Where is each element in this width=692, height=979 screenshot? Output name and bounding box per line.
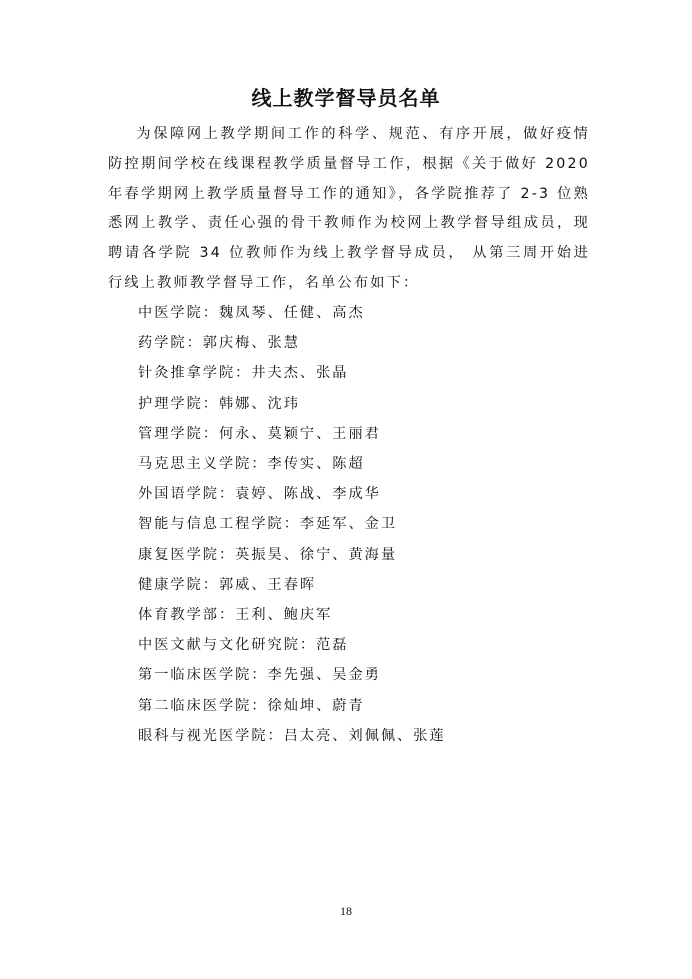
list-item: 中医文献与文化研究院：范磊 [138, 637, 349, 654]
list-item: 外国语学院：袁婷、陈战、李成华 [138, 486, 381, 503]
list-item: 护理学院：韩娜、沈玮 [138, 395, 300, 412]
list-item: 中医学院：魏凤琴、任健、高杰 [138, 305, 365, 321]
supervisor-list [138, 298, 446, 751]
list-item: 智能与信息工程学院：李延军、金卫 [138, 516, 398, 533]
list-item: 第二临床医学院：徐灿坤、蔚青 [138, 697, 365, 714]
list-item: 体育教学部：王利、鲍庆军 [138, 607, 333, 624]
list-item: 第一临床医学院：李先强、吴金勇 [138, 667, 381, 684]
list-item: 健康学院：郭威、王春晖 [138, 576, 317, 593]
list-item: 针灸推拿学院：井夫杰、张晶 [138, 365, 349, 382]
list-item: 康复医学院：英振昊、徐宁、黄海量 [138, 546, 398, 563]
list-item: 马克思主义学院：李传实、陈超 [138, 456, 365, 473]
list-item: 药学院：郭庆梅、张慧 [138, 335, 300, 352]
page-number: 18 [340, 904, 352, 918]
intro-paragraph: 为保障网上教学期间工作的科学、规范、有序开展，做好疫情防控期间学校在线课程教学质量督导工作，根据《关于做好 2020 年春学期网上教学质量督导工作的通知》，各学院推荐了 2-3 位熟悉网上教学、责任心强的骨干教师作为校网上教学督导组成员，现聘请各学院 34 位教师作为线上教学督导成员， 从第三周开始进行线上教师教学督导工作，名单公布如下： [108, 126, 590, 291]
list-item: 眼科与视光医学院：吕太亮、刘佩佩、张莲 [138, 727, 446, 744]
document-title: 线上教学督导员名单 [251, 86, 441, 110]
list-item: 管理学院：何永、莫颖宁、王丽君 [138, 425, 381, 442]
